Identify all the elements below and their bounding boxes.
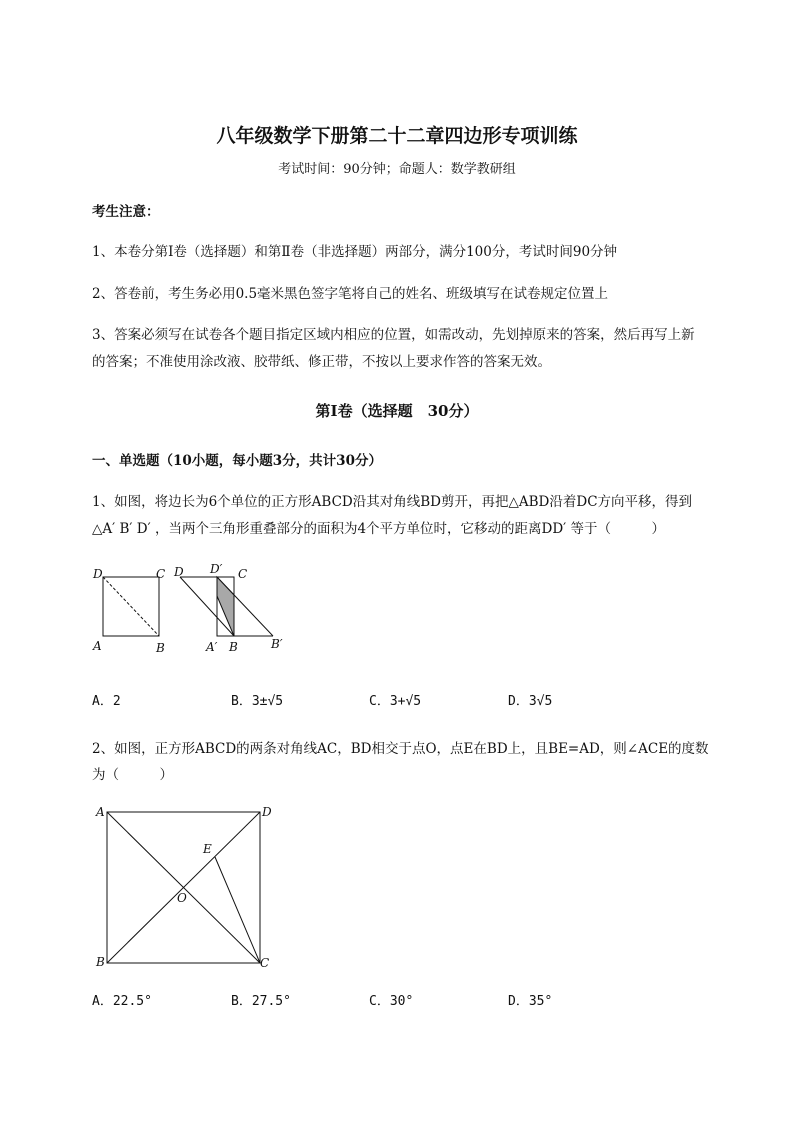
q1-option-b[interactable]: B．3±√5 (231, 694, 284, 709)
q1-label-d: D (93, 567, 103, 581)
q1-label-b: B (156, 641, 165, 655)
notice-heading: 考生注意： (92, 204, 160, 220)
part1-title: 第I卷（选择题 30分） (315, 402, 479, 420)
q1-label-dprime: D′ (210, 562, 223, 576)
q2-label-c: C (260, 956, 270, 970)
q1-options (92, 690, 732, 710)
q2-option-b[interactable]: B．27.5° (231, 994, 291, 1009)
q2-label-d: D (262, 805, 272, 819)
q2-label-e: E (203, 842, 212, 856)
notice-item-1: 1、本卷分第I卷（选择题）和第Ⅱ卷（非选择题）两部分，满分100分，考试时间90分钟 (92, 244, 618, 260)
q2-line-ce (215, 857, 260, 963)
q1-text-line1: 1、如图，将边长为6个单位的正方形ABCD沿其对角线BD剪开，再把△ABD沿着DC方向平移，得到 (92, 494, 693, 510)
q2-text-line1: 2、如图，正方形ABCD的两条对角线AC，BD相交于点O，点E在BD上，且BE=AD，则∠ACE的度数 (92, 741, 709, 757)
q1-option-c[interactable]: C．3+√5 (369, 694, 422, 709)
q2-label-o: O (177, 891, 187, 905)
q1-label-d2: D (174, 565, 184, 579)
notice-item-3: 3、答案必须写在试卷各个题目指定区域内相应的位置，如需改动，先划掉原来的答案，然后再写上新 (92, 327, 695, 343)
q1-option-d[interactable]: D．3√5 (508, 694, 553, 709)
q1-label-b2: B (229, 640, 238, 654)
exam-info: 考试时间：90分钟；命题人：数学教研组 (278, 162, 516, 177)
q1-label-c2: C (238, 567, 248, 581)
q1-diagonal-bd (103, 577, 159, 636)
q2-option-c[interactable]: C．30° (369, 994, 414, 1009)
q1-option-a[interactable]: A．2 (92, 694, 121, 709)
notice-item-3-cont: 的答案；不准使用涂改液、胶带纸、修正带，不按以上要求作答的答案无效。 (92, 354, 551, 370)
q2-option-a[interactable]: A．22.5° (92, 994, 152, 1009)
q1-label-c: C (156, 567, 166, 581)
q1-text-line2: △A′ B′ D′ ，当两个三角形重叠部分的面积为4个平方单位时，它移动的距离DD′ 等于（ ） (92, 521, 666, 537)
section-heading: 一、单选题（10小题，每小题3分，共计30分） (92, 453, 382, 469)
q1-label-aprime: A′ (206, 640, 218, 654)
q2-options (92, 990, 732, 1010)
q2-text-line2: 为（ ） (92, 767, 173, 783)
page-title: 八年级数学下册第二十二章四边形专项训练 (216, 125, 578, 147)
q2-label-a: A (96, 805, 105, 819)
q2-option-d[interactable]: D．35° (508, 994, 553, 1009)
q2-figure (90, 800, 280, 975)
q1-figure (90, 560, 300, 660)
q1-label-a: A (93, 639, 102, 653)
q2-label-b: B (96, 955, 105, 969)
notice-item-2: 2、答卷前，考生务必用0.5毫米黑色签字笔将自己的姓名、班级填写在试卷规定位置上 (92, 286, 609, 302)
q1-label-bprime: B′ (271, 637, 283, 651)
